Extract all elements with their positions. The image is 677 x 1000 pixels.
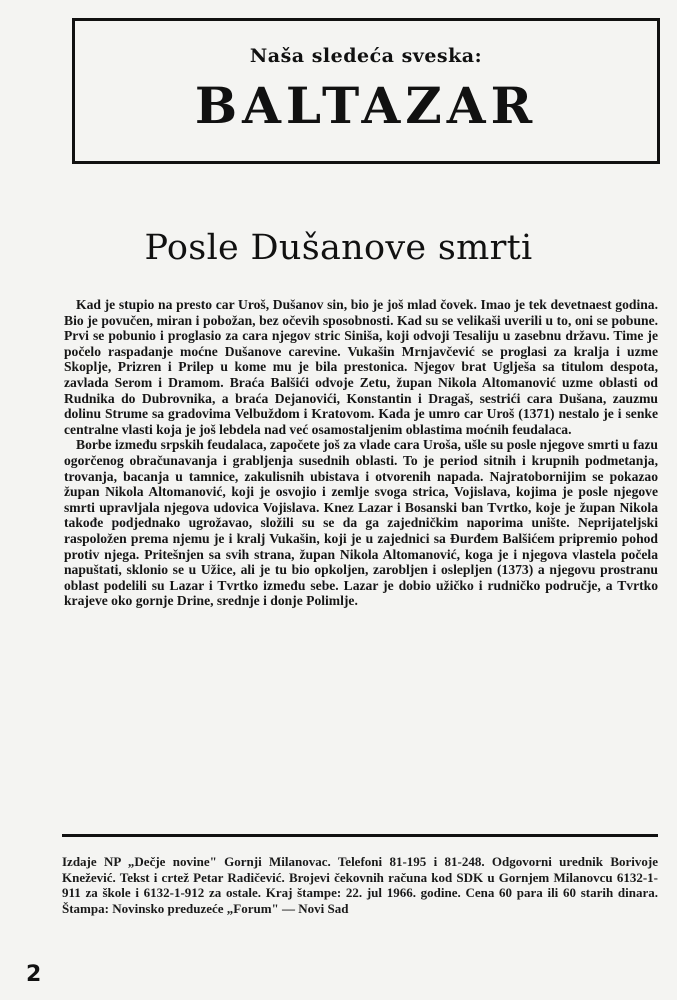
article-paragraph-1: Kad je stupio na presto car Uroš, Dušanov sin, bio je još mlad čovek. Imao je tek devetnaest godina. Bio je povučen, miran i pobožan, bez očevih sposobnosti. Kad su se velikaši uverili u to, oni se pobune. Prvi se pobunio i proglasio za cara njegov stric Siniša, koji odvoji Tesaliju u zasebnu državu. Time je počelo raspadanje moćne Dušanove carevine. Vukašin Mrnjavčević se proglasi za kralja i uzme Skoplje, Prizren i Prilep u kome mu je bila prestonica. Njegov brat Uglješa sa titulom despota, zavlada Serom i Dramom. Braća Balšići odvoje Zetu, župan Nikola Altomanović uzme oblasti od Rudnika do Dubrovnika, a braća Dejanovići, Konstantin i Dragaš, sestrići cara Dušana, zauzmu dolinu Strume sa gradovima Velbuždom i Kratovom. Kada je umro car Uroš (1371) nestalo je i senke centralne vlasti koja je još lebdela nad već osamostaljenim oblastima moćnih feudalaca. [64, 297, 658, 437]
page-number: 2 [26, 962, 42, 987]
next-issue-title: BALTAZAR [194, 76, 538, 135]
article-body [64, 297, 658, 609]
article-title: Posle Dušanove smrti [144, 228, 533, 268]
next-issue-box [72, 18, 660, 164]
publisher-imprint: Izdaje NP „Dečje novine" Gornji Milanovac. Telefoni 81-195 i 81-248. Odgovorni urednik Borivoje Knežević. Tekst i crtež Petar Radičević. Brojevi čekovnih računa kod SDK u Gornjem Milanovcu 6132-1-911 za škole i 6132-1-912 za ostale. Kraj štampe: 22. jul 1966. godine. Cena 60 para ili 60 starih dinara. Štampa: Novinsko preduzeće „Forum" — Novi Sad [62, 854, 658, 916]
article-paragraph-2: Borbe između srpskih feudalaca, započete još za vlade cara Uroša, ušle su posle njegove smrti u fazu ogorčenog obračunavanja i grabljenja susednih oblasti. To je period sitnih i krupnih podmetanja, trovanja, bacanja u tamnice, zakulisnih ubistava i otvorenih napada. Najratobornijim se pokazao župan Nikola Altomanović, koji je osvojio i zemlje svoga strica, Vojislava, kojima je posle njegove smrti upravljala njegova udovica Vojislava. Knez Lazar i Bosanski ban Tvrtko, koje je župan Nikola takođe podjednako ugrožavao, složili su se da ga zajedničkim naporima unište. Neprijateljski raspoložen prema njemu je i kralj Vukašin, koji je u zajednici sa Đurđem Balšićem pripremio pohod protiv njega. Pritešnjen sa svih strana, župan Nikola Altomanović, koga je i njegova vlastela počela napuštati, sklonio se u Užice, ali je tu bio opkoljen, zarobljen i oslepljen (1373) a njegovu prostranu oblast podelili su Lazar i Tvrtko između sebe. Lazar je dobio užičko i rudničko područje, a Tvrtko krajeve oko gornje Drine, srednje i donje Polimlje. [64, 437, 658, 609]
footer-divider [62, 834, 658, 837]
next-issue-label: Naša sledeća sveska: [249, 45, 483, 67]
